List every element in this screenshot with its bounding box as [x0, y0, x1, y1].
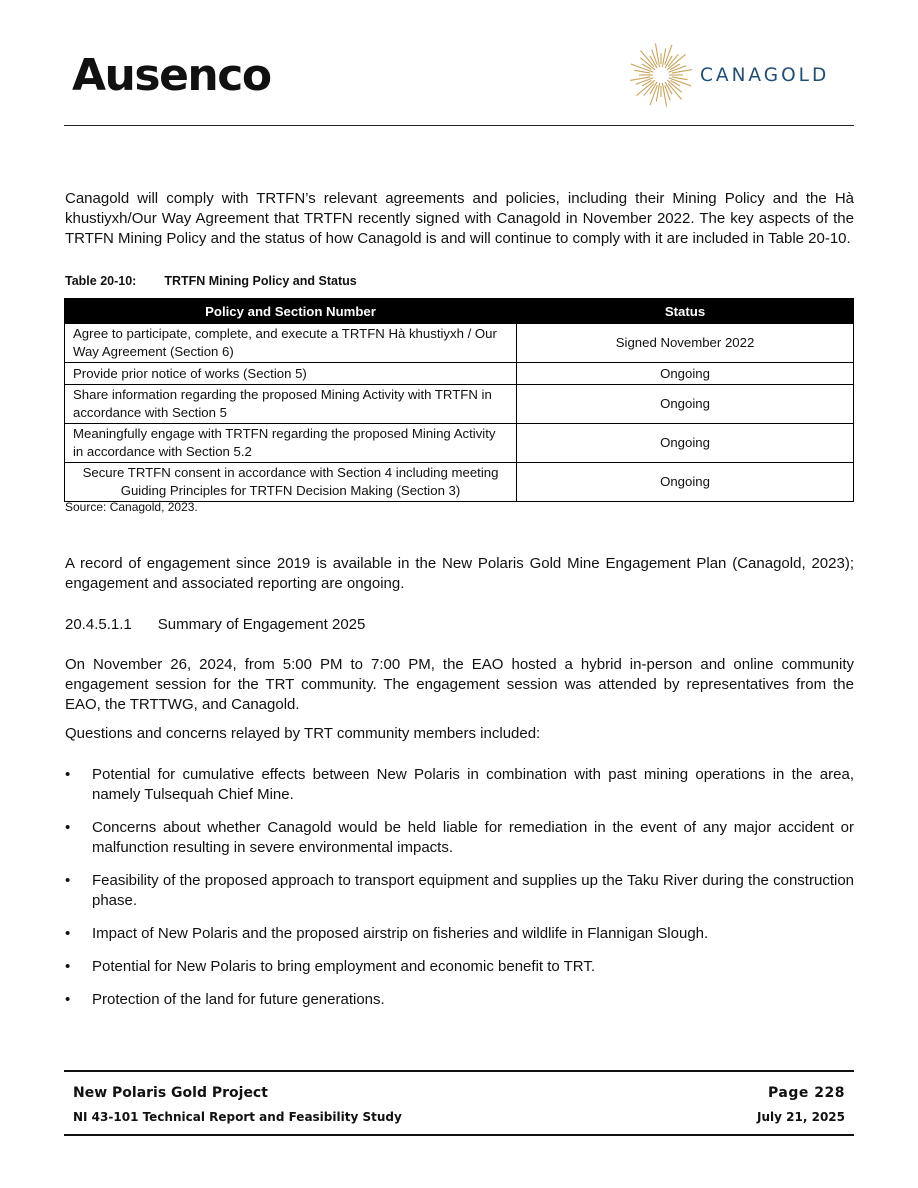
list-item-text: Protection of the land for future generations.	[92, 991, 385, 1008]
list-item-text: Potential for cumulative effects between New Polaris in combination with past mining operations in the area, namely Tulsequah Chief Mine.	[92, 766, 854, 803]
table-header-row	[65, 299, 854, 324]
table-source: Source: Canagold, 2023.	[65, 500, 198, 514]
status-cell: Ongoing	[517, 363, 854, 385]
session-paragraph: On November 26, 2024, from 5:00 PM to 7:00 PM, the EAO hosted a hybrid in-person and online community engagement session for the TRT community. The engagement session was attended by representatives from the EAO, the TRTTWG, and Canagold.	[65, 656, 854, 713]
policy-cell: Share information regarding the proposed Mining Activity with TRTFN in accordance with Section 5	[65, 385, 517, 424]
table-row	[65, 363, 854, 385]
status-cell: Ongoing	[517, 385, 854, 424]
intro-paragraph: Canagold will comply with TRTFN’s relevant agreements and policies, including their Mining Policy and the Hà khustiyxh/Our Way Agreement that TRTFN recently signed with Canagold in November 2022. The key aspects of the TRTFN Mining Policy and the status of how Canagold is and will continue to comply with it are included in Table 20-10.	[65, 190, 854, 247]
questions-intro: Questions and concerns relayed by TRT community members included:	[65, 725, 541, 742]
status-cell: Signed November 2022	[517, 324, 854, 363]
footer-project-name: New Polaris Gold Project	[73, 1085, 268, 1101]
canagold-logo-text: CANAGOLD	[700, 64, 830, 86]
list-item	[65, 818, 854, 858]
section-heading	[65, 616, 365, 633]
table-row	[65, 385, 854, 424]
ausenco-logo	[72, 50, 271, 101]
footer-divider-bottom	[64, 1134, 854, 1136]
list-item-text: Potential for New Polaris to bring employment and economic benefit to TRT.	[92, 958, 596, 975]
section-title: Summary of Engagement 2025	[157, 616, 366, 633]
header-divider	[64, 125, 854, 126]
table-number: Table 20-10:	[65, 274, 137, 288]
bullet-icon: •	[65, 872, 71, 889]
table-caption	[65, 274, 357, 288]
canagold-logo	[630, 42, 829, 108]
table-row	[65, 463, 854, 502]
section-number: 20.4.5.1.1	[65, 616, 132, 633]
table-row	[65, 324, 854, 363]
footer-page-number: Page 228	[768, 1085, 845, 1101]
page-header	[0, 0, 918, 130]
column-header-status: Status	[517, 299, 854, 324]
policy-cell: Provide prior notice of works (Section 5)	[65, 363, 517, 385]
policy-status-table	[64, 298, 854, 502]
footer-date: July 21, 2025	[757, 1110, 845, 1124]
sunburst-ray	[662, 83, 666, 107]
list-item	[65, 957, 854, 977]
bullet-icon: •	[65, 958, 71, 975]
table-title: TRTFN Mining Policy and Status	[164, 274, 357, 288]
concerns-list	[65, 765, 854, 1023]
canagold-sunburst-icon	[630, 42, 692, 108]
ausenco-logo-text: Ausenco	[72, 50, 271, 101]
policy-cell: Meaningfully engage with TRTFN regarding the proposed Mining Activity in accordance with Section 5.2	[65, 424, 517, 463]
status-cell: Ongoing	[517, 463, 854, 502]
policy-cell: Agree to participate, complete, and execute a TRTFN Hà khustiyxh / Our Way Agreement (Section 6)	[65, 324, 517, 363]
policy-cell: Secure TRTFN consent in accordance with Section 4 including meeting Guiding Principles for TRTFN Decision Making (Section 3)	[65, 463, 517, 502]
column-header-policy: Policy and Section Number	[65, 299, 517, 324]
bullet-icon: •	[65, 819, 71, 836]
table-row	[65, 424, 854, 463]
footer-divider-top	[64, 1070, 854, 1072]
bullet-icon: •	[65, 925, 71, 942]
list-item	[65, 765, 854, 805]
list-item-text: Feasibility of the proposed approach to transport equipment and supplies up the Taku River during the construction phase.	[92, 872, 854, 909]
list-item-text: Concerns about whether Canagold would be held liable for remediation in the event of any major accident or malfunction resulting in severe environmental impacts.	[92, 819, 854, 856]
bullet-icon: •	[65, 991, 71, 1008]
record-paragraph: A record of engagement since 2019 is available in the New Polaris Gold Mine Engagement Plan (Canagold, 2023); engagement and associated reporting are ongoing.	[65, 555, 854, 592]
list-item	[65, 871, 854, 911]
footer-report-title: NI 43-101 Technical Report and Feasibility Study	[73, 1110, 402, 1124]
list-item	[65, 924, 854, 944]
list-item-text: Impact of New Polaris and the proposed airstrip on fisheries and wildlife in Flannigan Slough.	[92, 925, 709, 942]
bullet-icon: •	[65, 766, 71, 783]
sunburst-ray	[655, 43, 659, 67]
status-cell: Ongoing	[517, 424, 854, 463]
list-item	[65, 990, 854, 1010]
